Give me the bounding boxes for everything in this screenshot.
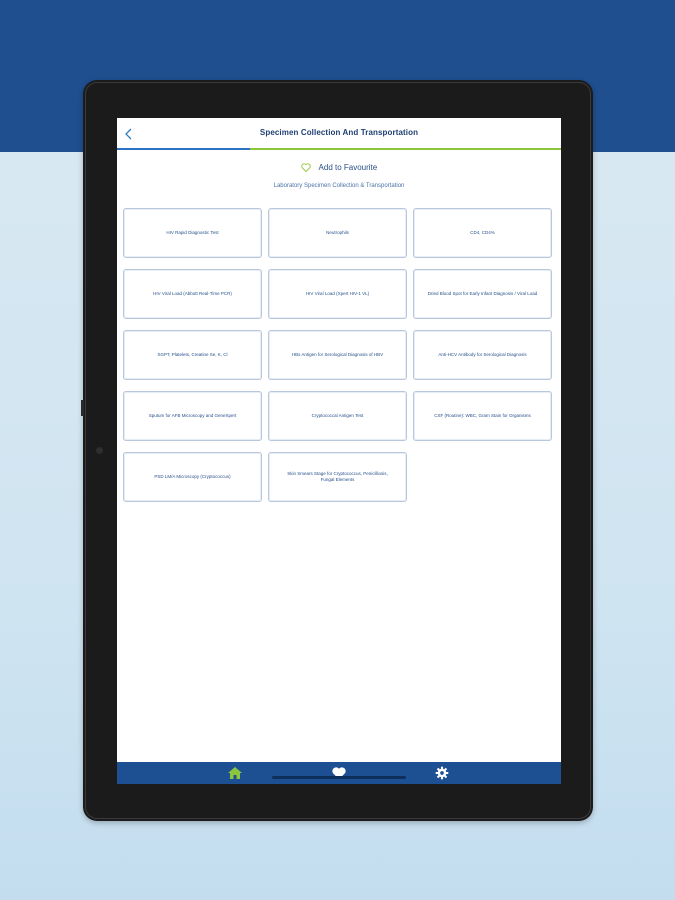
test-card-label: PSD LM/A Microscopy (Cryptococcus) — [154, 474, 231, 479]
camera-icon — [96, 447, 103, 454]
test-card[interactable] — [413, 330, 552, 380]
section-subtitle: Laboratory Specimen Collection & Transportation — [273, 183, 405, 189]
add-to-favourite-label: Add to Favourite — [318, 163, 378, 172]
test-card-label: CSF (Routine): WBC, Gram Stain for Organisms — [434, 413, 531, 418]
test-card[interactable] — [123, 330, 262, 380]
test-card[interactable] — [413, 269, 552, 319]
test-card-label: Skin Smears Stage for Cryptococcus, Penicilliosis, Fungal Elements — [287, 471, 388, 482]
home-indicator — [272, 776, 406, 779]
test-card-label: Neutrophils — [326, 230, 349, 235]
test-card[interactable] — [268, 391, 407, 441]
test-card-label: Anti-HCV Antibody for Serological Diagnosis — [438, 352, 527, 357]
heart-outline-icon — [301, 163, 314, 174]
gear-icon[interactable] — [435, 766, 451, 780]
app-screen — [117, 118, 561, 784]
test-card[interactable] — [123, 208, 262, 258]
test-card-label: Cryptococcal Antigen Test — [311, 413, 364, 418]
test-card-label: HIV Viral Load (Xpert HIV-1 VL) — [305, 291, 370, 296]
test-card[interactable] — [268, 452, 407, 502]
test-card-label: CD4, CD4% — [470, 230, 495, 235]
test-card[interactable] — [268, 330, 407, 380]
test-card-label: HIV Rapid Diagnostic Test — [166, 230, 219, 235]
tab-bar — [117, 762, 561, 784]
add-to-favourite-button[interactable] — [117, 163, 561, 174]
test-card[interactable] — [123, 391, 262, 441]
test-card[interactable] — [268, 269, 407, 319]
navigation-bar — [117, 118, 561, 150]
test-card[interactable] — [123, 269, 262, 319]
test-card-label: HBs Antigen for Serological Diagnosis of HBV — [291, 352, 384, 357]
test-card[interactable] — [268, 208, 407, 258]
nav-underline — [117, 148, 561, 150]
test-card[interactable] — [123, 452, 262, 502]
side-button — [81, 400, 84, 416]
test-card-label: Sputum for AFB Microscopy and GeneXpert — [148, 413, 237, 418]
test-card-label: HIV Viral Load (Abbott Real-Time PCR) — [153, 291, 232, 296]
test-card[interactable] — [413, 391, 552, 441]
page-title: Specimen Collection And Transportation — [259, 128, 419, 137]
test-card[interactable] — [413, 208, 552, 258]
test-card-label: Dried Blood Spot for Early Infant Diagnosis / Viral Load — [427, 291, 538, 296]
test-card-label: SGPT, Platelets, Creatine Se, K, Cl — [157, 352, 228, 357]
home-icon[interactable] — [227, 766, 243, 780]
